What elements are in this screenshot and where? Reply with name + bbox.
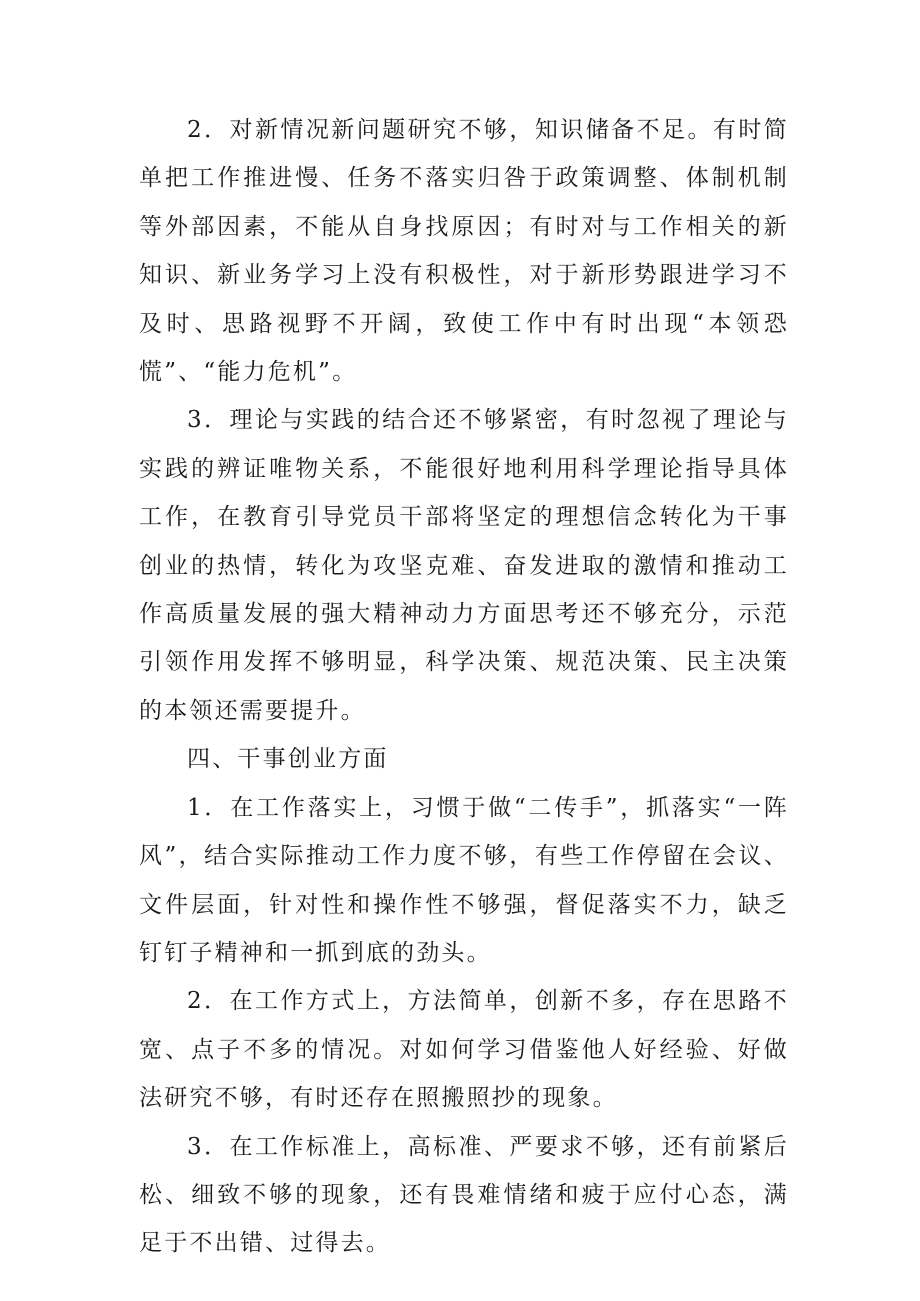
paragraph-3-work-standard: 3．在工作标准上，高标准、严要求不够，还有前紧后松、细致不够的现象，还有畏难情绪和疲于应付心态，满足于不出错、过得去。	[139, 1133, 789, 1257]
paragraph-2-work-method: 2．在工作方式上，方法简单，创新不多，存在思路不宽、点子不多的情况。对如何学习借鉴他人好经验、好做法研究不够，有时还存在照搬照抄的现象。	[139, 988, 789, 1112]
section-heading-career: 四、干事创业方面	[187, 746, 389, 773]
paragraph-2-research: 2．对新情况新问题研究不够，知识储备不足。有时简单把工作推进慢、任务不落实归咎于政策调整、体制机制等外部因素，不能从自身找原因；有时对与工作相关的新知识、新业务学习上没有积极性，对于新形势跟进学习不及时、思路视野不开阔，致使工作中有时出现“本领恐慌”、“能力危机”。	[139, 117, 789, 386]
document-body	[139, 106, 789, 1268]
paragraph-1-implementation: 1．在工作落实上，习惯于做“二传手”，抓落实“一阵风”，结合实际推动工作力度不够，有些工作停留在会议、文件层面，针对性和操作性不够强，督促落实不力，缺乏钉钉子精神和一抓到底的劲头。	[139, 794, 789, 966]
paragraph-3-theory-practice: 3．理论与实践的结合还不够紧密，有时忽视了理论与实践的辨证唯物关系，不能很好地利用科学理论指导具体工作，在教育引导党员干部将坚定的理想信念转化为干事创业的热情，转化为攻坚克难、奋发进取的激情和推动工作高质量发展的强大精神动力方面思考还不够充分，示范引领作用发挥不够明显，科学决策、规范决策、民主决策的本领还需要提升。	[139, 407, 789, 724]
